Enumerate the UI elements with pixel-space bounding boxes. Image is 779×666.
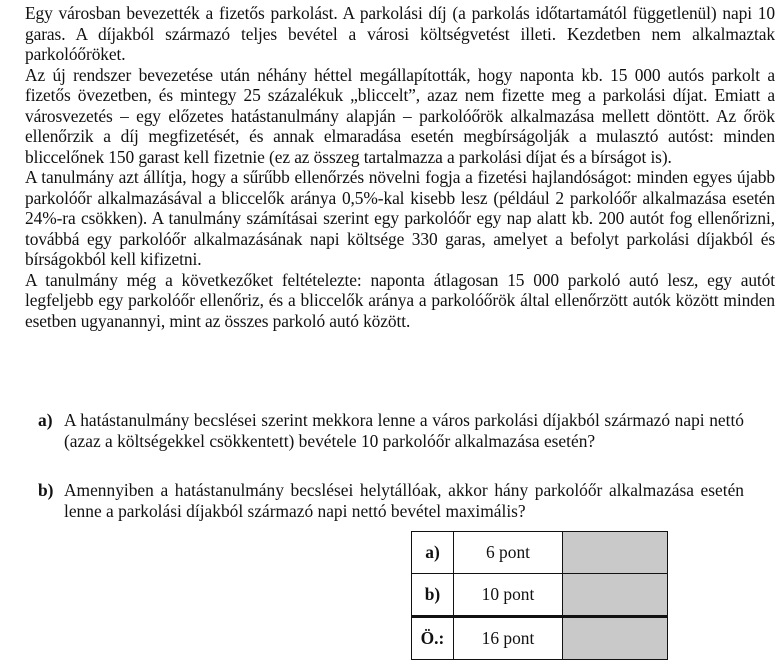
score-points: 6 pont	[454, 532, 563, 574]
score-points: 10 pont	[454, 574, 563, 617]
score-row-a	[412, 532, 668, 574]
paragraph-3: A tanulmány azt állítja, hogy a sűrűbb ellenőrzés növelni fogja a fizetési hajlandóságot: minden egyes újabb parkolóőr alkalmazásával a bliccelők aránya 0,5%-kal kisebb lesz (például 2 parkolóőr alkalmazása esetén 24%-ra csökken). A tanulmány számításai szerint egy parkolóőr egy nap alatt kb. 200 autót fog ellenőrizni, továbbá egy parkolóőr alkalmazásának napi költsége 330 garas, amelyet a befolyt parkolási díjakból és bírságokból kell kifizetni.	[25, 167, 775, 269]
score-table	[411, 531, 668, 660]
score-label: Ö.:	[412, 617, 454, 660]
paragraph-1: Egy városban bevezették a fizetős parkolást. A parkolási díj (a parkolás időtartamától függetlenül) napi 10 garas. A díjakból származó teljes bevétel a városi költségvetést illeti. Kezdetben nem alkalmaztak parkolóőröket.	[25, 3, 775, 64]
question-a-text: A hatástanulmány becslései szerint mekkora lenne a város parkolási díjakból származó napi nettó (azaz a költségekkel csökkentett) bevétele 10 parkolóőr alkalmazása esetén?	[64, 410, 744, 451]
problem-statement	[25, 3, 775, 331]
question-a-letter: a)	[38, 410, 53, 430]
score-entry-cell	[563, 574, 668, 617]
score-row-total	[412, 617, 668, 660]
score-entry-cell	[563, 617, 668, 660]
paragraph-2: Az új rendszer bevezetése után néhány héttel megállapították, hogy naponta kb. 15 000 autós parkolt a fizetős övezetben, és mintegy 25 százalékuk „bliccelt”, azaz nem fizette meg a parkolási díjat. Emiatt a városvezetés – egy előzetes hatástanulmány alapján – parkolóőrök alkalmazása mellett döntött. Az őrök ellenőrzik a díj megfizetését, és annak elmaradása esetén megbírságolják a mulasztó autóst: minden bliccelőnek 150 garast kell fizetnie (ez az összeg tartalmazza a parkolási díjat és a bírságot is).	[25, 64, 775, 167]
score-row-b	[412, 574, 668, 617]
score-entry-cell	[563, 532, 668, 574]
question-b	[38, 480, 744, 521]
score-label: b)	[412, 574, 454, 617]
score-points: 16 pont	[454, 617, 563, 660]
question-b-text: Amennyiben a hatástanulmány becslései helytállóak, akkor hány parkolóőr alkalmazása esetén lenne a parkolási díjakból származó napi nettó bevétel maximális?	[64, 480, 744, 521]
question-a	[38, 410, 744, 451]
question-b-letter: b)	[38, 480, 54, 500]
score-label: a)	[412, 532, 454, 574]
paragraph-4: A tanulmány még a következőket feltételezte: naponta átlagosan 15 000 parkoló autó lesz, egy autót legfeljebb egy parkolóőr ellenőriz, és a bliccelők aránya a parkolóőrök által ellenőrzött autók között minden esetben ugyanannyi, mint az összes parkoló autó között.	[25, 269, 775, 331]
